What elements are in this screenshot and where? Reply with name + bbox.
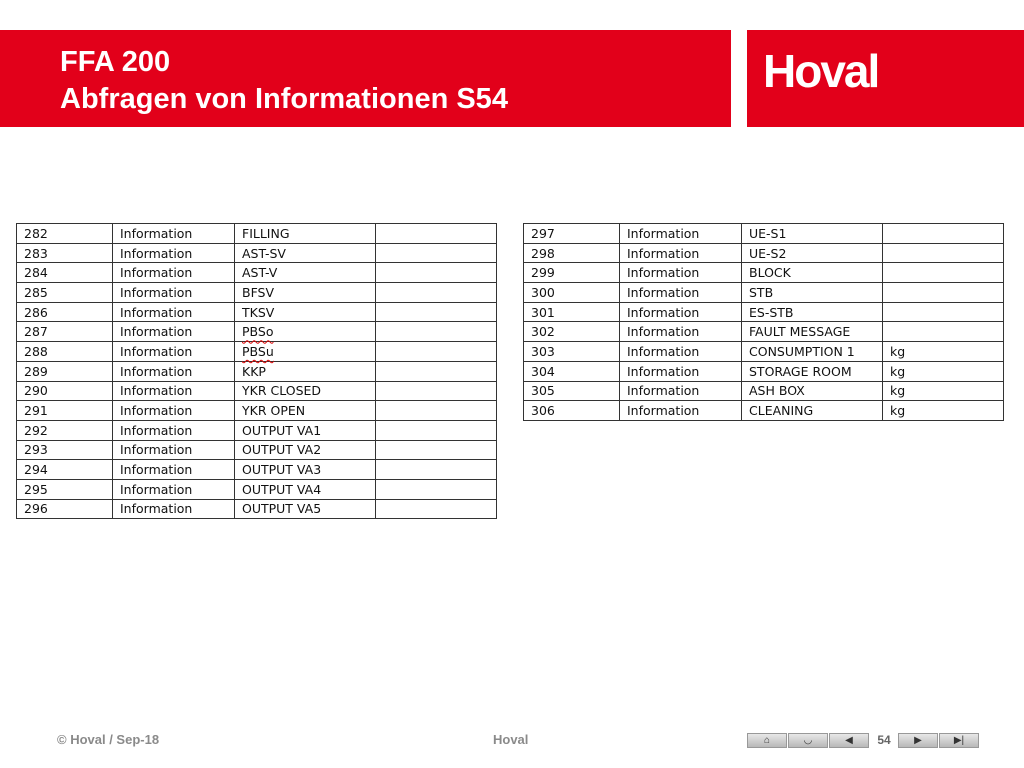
row-type: Information	[620, 283, 742, 303]
row-number: 298	[524, 243, 620, 263]
row-label: YKR OPEN	[235, 401, 376, 421]
table-row	[524, 224, 1004, 244]
row-type: Information	[113, 263, 235, 283]
row-label: KKP	[235, 361, 376, 381]
hoval-logo: Hoval	[763, 45, 879, 97]
row-type: Information	[620, 224, 742, 244]
row-type: Information	[113, 420, 235, 440]
row-label: ES-STB	[742, 302, 883, 322]
row-number: 300	[524, 283, 620, 303]
row-number: 290	[17, 381, 113, 401]
row-unit	[376, 263, 497, 283]
row-number: 299	[524, 263, 620, 283]
row-label: OUTPUT VA3	[235, 460, 376, 480]
row-type: Information	[113, 322, 235, 342]
row-unit	[376, 381, 497, 401]
row-number: 285	[17, 283, 113, 303]
table-row	[524, 302, 1004, 322]
next-icon[interactable]: ▶	[898, 733, 938, 748]
return-icon[interactable]: ◡	[788, 733, 828, 748]
row-label: FILLING	[235, 224, 376, 244]
row-number: 304	[524, 361, 620, 381]
table-row	[524, 263, 1004, 283]
row-number: 293	[17, 440, 113, 460]
table-row	[17, 401, 497, 421]
row-number: 286	[17, 302, 113, 322]
row-unit: kg	[883, 381, 1004, 401]
table-row	[524, 381, 1004, 401]
table-row	[524, 243, 1004, 263]
row-label: TKSV	[235, 302, 376, 322]
row-type: Information	[620, 243, 742, 263]
row-type: Information	[113, 302, 235, 322]
table-row	[17, 381, 497, 401]
row-label: AST-SV	[235, 243, 376, 263]
row-type: Information	[113, 440, 235, 460]
row-label: STB	[742, 283, 883, 303]
row-number: 283	[17, 243, 113, 263]
table-row	[17, 460, 497, 480]
last-icon[interactable]: ▶|	[939, 733, 979, 748]
row-label: STORAGE ROOM	[742, 361, 883, 381]
row-unit	[883, 243, 1004, 263]
row-label: FAULT MESSAGE	[742, 322, 883, 342]
row-type: Information	[620, 302, 742, 322]
info-table-left	[16, 223, 497, 519]
slide-navigation	[747, 731, 980, 749]
row-type: Information	[620, 361, 742, 381]
row-label: BFSV	[235, 283, 376, 303]
table-row	[17, 499, 497, 519]
row-type: Information	[620, 263, 742, 283]
row-type: Information	[113, 361, 235, 381]
row-unit	[883, 224, 1004, 244]
footer-brand: Hoval	[493, 732, 529, 747]
table-row	[17, 420, 497, 440]
row-type: Information	[113, 342, 235, 362]
row-label: UE-S2	[742, 243, 883, 263]
row-label: ASH BOX	[742, 381, 883, 401]
table-row	[17, 479, 497, 499]
table-row	[17, 440, 497, 460]
row-label: UE-S1	[742, 224, 883, 244]
table-row	[524, 322, 1004, 342]
row-type: Information	[620, 381, 742, 401]
row-label: YKR CLOSED	[235, 381, 376, 401]
row-unit	[376, 243, 497, 263]
row-number: 289	[17, 361, 113, 381]
header-bar	[0, 30, 732, 127]
row-type: Information	[620, 401, 742, 421]
row-number: 295	[17, 479, 113, 499]
row-number: 303	[524, 342, 620, 362]
row-unit	[376, 460, 497, 480]
row-label: OUTPUT VA2	[235, 440, 376, 460]
row-unit	[376, 479, 497, 499]
table-row	[524, 401, 1004, 421]
home-icon[interactable]: ⌂	[747, 733, 787, 748]
row-number: 297	[524, 224, 620, 244]
row-label: PBSo	[235, 322, 376, 342]
row-type: Information	[113, 460, 235, 480]
prev-icon[interactable]: ◀	[829, 733, 869, 748]
row-type: Information	[113, 243, 235, 263]
row-number: 292	[17, 420, 113, 440]
row-unit	[883, 322, 1004, 342]
row-unit	[883, 283, 1004, 303]
row-label: OUTPUT VA5	[235, 499, 376, 519]
table-row	[17, 342, 497, 362]
row-number: 302	[524, 322, 620, 342]
row-unit	[376, 440, 497, 460]
table-row	[524, 361, 1004, 381]
row-unit: kg	[883, 342, 1004, 362]
info-table-right	[523, 223, 1004, 421]
row-unit	[376, 283, 497, 303]
footer-copyright: © Hoval / Sep-18	[57, 732, 160, 747]
row-number: 287	[17, 322, 113, 342]
table-row	[17, 322, 497, 342]
row-label: OUTPUT VA1	[235, 420, 376, 440]
page-title	[60, 44, 508, 118]
row-label: CONSUMPTION 1	[742, 342, 883, 362]
row-type: Information	[113, 224, 235, 244]
row-type: Information	[113, 401, 235, 421]
row-unit	[376, 342, 497, 362]
logo-box	[747, 30, 1024, 127]
row-type: Information	[620, 322, 742, 342]
row-label: PBSu	[235, 342, 376, 362]
row-unit	[883, 302, 1004, 322]
title-line-2: Abfragen von Informationen S54	[60, 83, 508, 115]
row-unit	[376, 302, 497, 322]
table-row	[17, 224, 497, 244]
row-unit	[376, 420, 497, 440]
page-number: 54	[877, 733, 891, 747]
table-row	[17, 283, 497, 303]
row-unit	[883, 263, 1004, 283]
row-type: Information	[113, 499, 235, 519]
row-number: 282	[17, 224, 113, 244]
row-type: Information	[113, 381, 235, 401]
row-unit: kg	[883, 401, 1004, 421]
row-label: OUTPUT VA4	[235, 479, 376, 499]
table-row	[524, 342, 1004, 362]
row-type: Information	[113, 479, 235, 499]
row-number: 288	[17, 342, 113, 362]
row-number: 306	[524, 401, 620, 421]
row-number: 291	[17, 401, 113, 421]
row-label: CLEANING	[742, 401, 883, 421]
row-type: Information	[620, 342, 742, 362]
row-label: BLOCK	[742, 263, 883, 283]
row-unit	[376, 499, 497, 519]
row-unit	[376, 361, 497, 381]
table-row	[524, 283, 1004, 303]
table-row	[17, 361, 497, 381]
row-label: AST-V	[235, 263, 376, 283]
row-unit	[376, 401, 497, 421]
row-type: Information	[113, 283, 235, 303]
row-unit	[376, 224, 497, 244]
row-number: 301	[524, 302, 620, 322]
row-number: 296	[17, 499, 113, 519]
row-number: 284	[17, 263, 113, 283]
table-row	[17, 302, 497, 322]
header-separator	[731, 30, 747, 127]
row-unit	[376, 322, 497, 342]
row-number: 294	[17, 460, 113, 480]
row-unit: kg	[883, 361, 1004, 381]
row-number: 305	[524, 381, 620, 401]
table-row	[17, 263, 497, 283]
title-line-1: FFA 200	[60, 46, 171, 78]
table-row	[17, 243, 497, 263]
